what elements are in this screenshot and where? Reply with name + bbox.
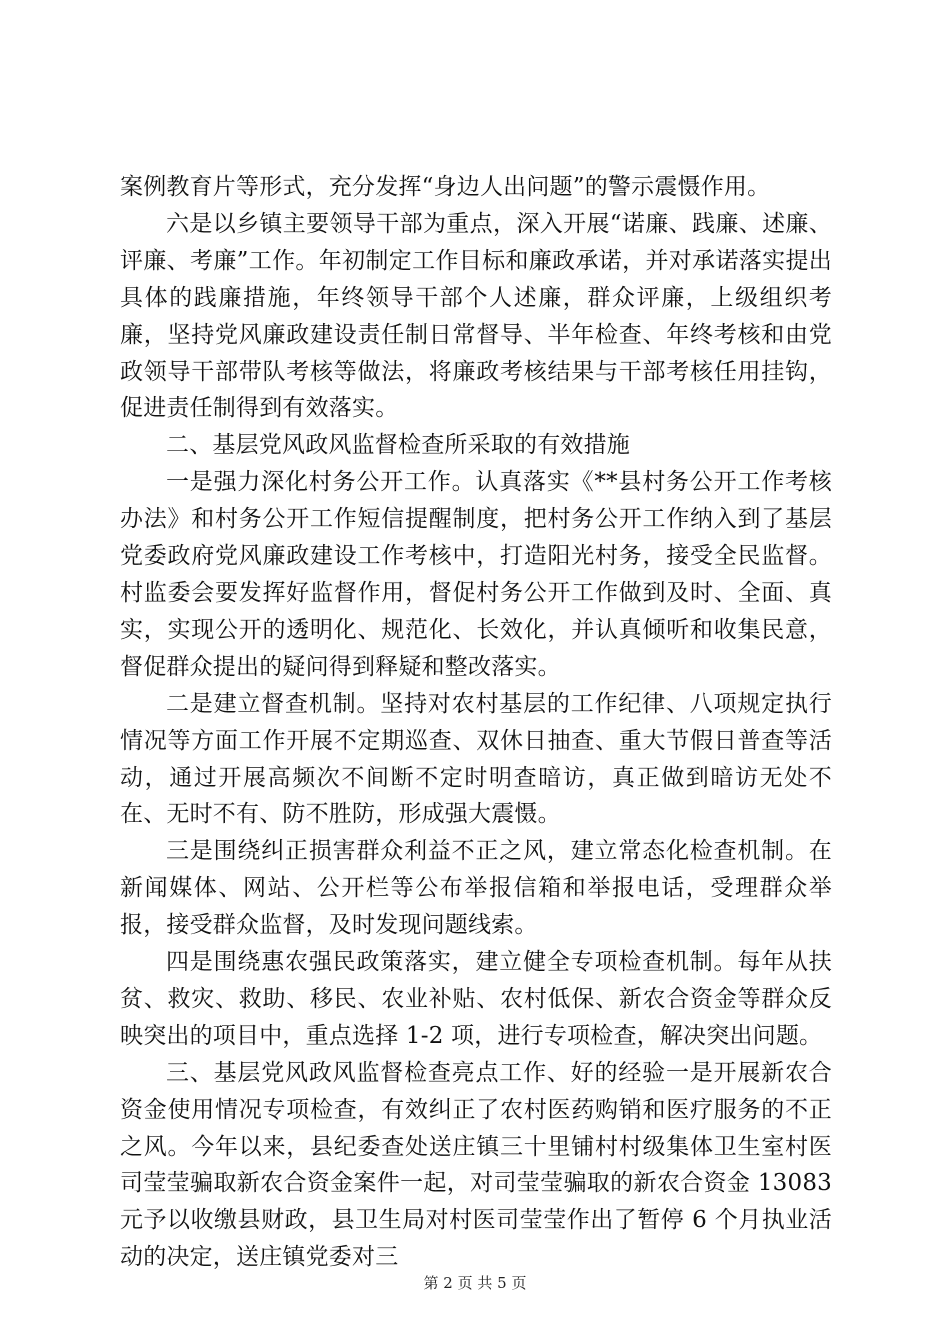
paragraph-6: 三是围绕纠正损害群众利益不正之风，建立常态化检查机制。在新闻媒体、网站、公开栏等公布举报信箱和举报电话，受理群众举报，接受群众监督，及时发现问题线索。 bbox=[120, 838, 832, 939]
paragraph-4: 一是强力深化村务公开工作。认真落实《**县村务公开工作考核办法》和村务公开工作短信提醒制度，把村务公开工作纳入到了基层党委政府党风廉政建设工作考核中，打造阳光村务，接受全民监督。村监委会要发挥好监督作用，督促村务公开工作做到及时、全面、真实，实现公开的透明化、规范化、长效化，并认真倾听和收集民意，督促群众提出的疑问得到释疑和整改落实。 bbox=[120, 469, 832, 680]
document-body bbox=[120, 169, 832, 1276]
paragraph-2: 六是以乡镇主要领导干部为重点，深入开展“诺廉、践廉、述廉、评廉、考廉”工作。年初制定工作目标和廉政承诺，并对承诺落实提出具体的践廉措施，年终领导干部个人述廉，群众评廉，上级组织考廉，坚持党风廉政建设责任制日常督导、半年检查、年终考核和由党政领导干部带队考核等做法，将廉政考核结果与干部考核任用挂钩，促进责任制得到有效落实。 bbox=[120, 210, 832, 422]
paragraph-7: 四是围绕惠农强民政策落实，建立健全专项检查机制。每年从扶贫、救灾、救助、移民、农业补贴、农村低保、新农合资金等群众反映突出的项目中，重点选择 1-2 项，进行专项检查，解决突出问题。 bbox=[120, 949, 832, 1049]
paragraph-5: 二是建立督查机制。坚持对农村基层的工作纪律、八项规定执行情况等方面工作开展不定期巡查、双休日抽查、重大节假日普查等活动，通过开展高频次不间断不定时明查暗访，真正做到暗访无处不在、无时不有、防不胜防，形成强大震慑。 bbox=[120, 690, 832, 828]
page-footer: 第 2 页 共 5 页 bbox=[423, 1274, 527, 1292]
paragraph-8: 三、基层党风政风监督检查亮点工作、好的经验一是开展新农合资金使用情况专项检查，有效纠正了农村医药购销和医疗服务的不正之风。今年以来，县纪委查处送庄镇三十里铺村村级集体卫生室村医司莹莹骗取新农合资金案件一起，对司莹莹骗取的新农合资金 13083 元予以收缴县财政，县卫生局对村医司莹莹作出了暂停 6 个月执业活动的决定，送庄镇党委对三 bbox=[120, 1059, 832, 1271]
section-heading-2: 二、基层党风政风监督检查所采取的有效措施 bbox=[166, 432, 630, 459]
paragraph-1: 案例教育片等形式，充分发挥“身边人出问题”的警示震慑作用。 bbox=[120, 174, 771, 200]
